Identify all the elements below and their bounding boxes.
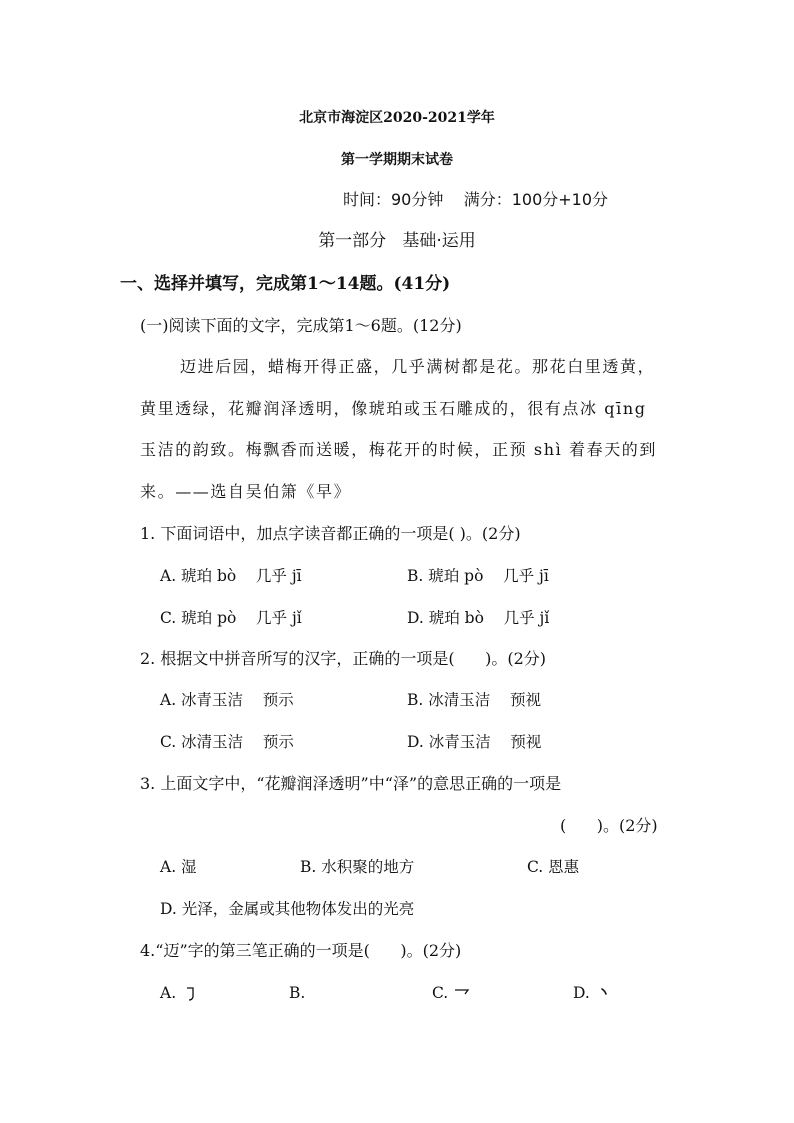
q1-option-b: B. 琥珀 pò 几乎 jī: [407, 567, 549, 585]
passage-line-3: 玉洁的韵致。梅飘香而送暖，梅花开的时候，正预 shì 着春天的到: [140, 440, 658, 459]
question-1-stem: 1. 下面词语中，加点字读音都正确的一项是( )。(2分): [140, 524, 521, 543]
subsection-heading: (一)阅读下面的文字，完成第1～6题。(12分): [140, 316, 462, 335]
question-4-stem: 4.“迈”字的第三笔正确的一项是( )。(2分): [140, 941, 462, 960]
stroke-pie-hook-icon: [181, 985, 199, 1003]
section-heading: 一、选择并填写，完成第1～14题。(41分): [120, 274, 451, 294]
question-3-stem-continued: ( )。(2分): [560, 816, 658, 835]
q4-option-a-label: A.: [160, 984, 177, 1002]
exam-subtitle: 第一学期期末试卷: [341, 152, 453, 168]
time-info: 时间：90分钟 满分：100分+10分: [343, 190, 609, 209]
q4-option-d: [573, 983, 613, 1003]
q2-option-d: D. 冰青玉洁 预视: [407, 733, 542, 751]
q3-option-d: D. 光泽，金属或其他物体发出的光亮: [160, 900, 415, 918]
passage-line-4: 来。——选自吴伯箫《早》: [140, 482, 352, 501]
q3-option-b: B. 水积聚的地方: [300, 858, 415, 876]
q3-option-a: A. 湿: [160, 858, 197, 876]
q4-option-d-label: D.: [573, 984, 590, 1002]
passage-line-1: 迈进后园，蜡梅开得正盛，几乎满树都是花。那花白里透黄，: [180, 357, 656, 376]
q1-option-d: D. 琥珀 bò 几乎 jǐ: [407, 609, 550, 627]
q3-option-c: C. 恩惠: [527, 858, 580, 876]
passage-line-2: 黄里透绿，花瓣润泽透明，像琥珀或玉石雕成的，很有点冰 qīng: [140, 399, 647, 418]
part-title: 第一部分 基础·运用: [318, 231, 476, 251]
stroke-dian-icon: [595, 985, 613, 1003]
q4-option-c: [432, 983, 471, 1003]
question-2-stem: 2. 根据文中拼音所写的汉字，正确的一项是( )。(2分): [140, 649, 547, 668]
q4-option-b-label: B.: [289, 984, 306, 1002]
stroke-heng-gou-icon: [453, 985, 471, 1003]
question-3-stem: 3. 上面文字中，“花瓣润泽透明”中“泽”的意思正确的一项是: [140, 774, 562, 793]
q1-option-a: A. 琥珀 bò 几乎 jī: [160, 567, 302, 585]
q2-option-a: A. 冰青玉洁 预示: [160, 691, 294, 709]
q1-option-c: C. 琥珀 pò 几乎 jǐ: [160, 609, 302, 627]
q2-option-b: B. 冰清玉洁 预视: [407, 691, 541, 709]
q4-option-a: [160, 983, 199, 1003]
q4-option-b: [289, 983, 305, 1003]
q2-option-c: C. 冰清玉洁 预示: [160, 733, 294, 751]
q4-option-c-label: C.: [432, 984, 449, 1002]
exam-title: 北京市海淀区2020-2021学年: [299, 110, 495, 126]
